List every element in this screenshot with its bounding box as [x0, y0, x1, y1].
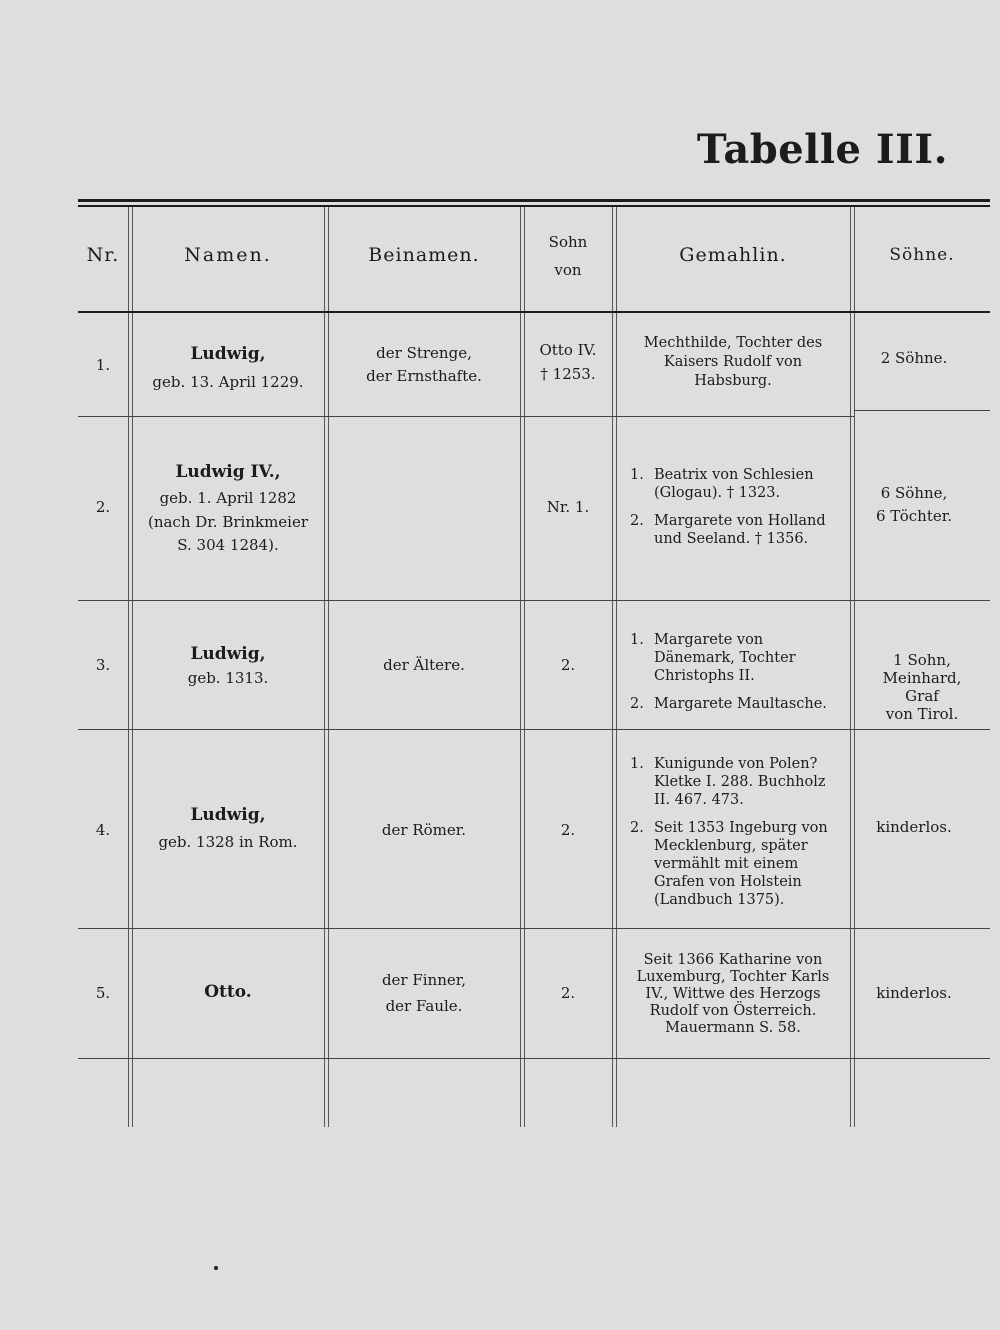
page-title: Tabelle III. — [696, 126, 948, 173]
row-name: Ludwig, — [190, 344, 266, 364]
list-item-text: Margarete von Holland und Seeland. † 1356. — [654, 513, 826, 547]
row-nr: 2. — [95, 498, 111, 516]
row-gemahlin: Kaisers Rudolf von — [663, 354, 803, 370]
column-divider — [850, 207, 851, 1127]
row-name-sub: (nach Dr. Brinkmeier — [147, 513, 309, 531]
row-nr: 3. — [95, 656, 111, 674]
row-divider — [78, 1058, 990, 1059]
list-item-number: 2. — [630, 513, 644, 529]
list-item — [630, 631, 842, 685]
row-soehne: kinderlos. — [876, 984, 952, 1002]
header-nr: Nr. — [86, 244, 120, 266]
row-name: Ludwig IV., — [175, 462, 281, 482]
list-item — [630, 819, 842, 909]
list-item-number: 2. — [630, 696, 644, 712]
row-beinamen: der Finner, — [381, 971, 467, 989]
row-gemahlin: IV., Wittwe des Herzogs — [645, 986, 821, 1002]
row-name-sub: geb. 1313. — [187, 669, 269, 687]
list-item-number: 1. — [630, 632, 644, 648]
row-divider — [78, 600, 990, 601]
row-beinamen: der Römer. — [381, 821, 467, 839]
row-name-sub: geb. 1. April 1282 — [159, 489, 297, 507]
list-item — [630, 755, 842, 809]
row-sohn-von: † 1253. — [540, 365, 596, 383]
row-gemahlin-list — [630, 755, 842, 919]
row-soehne: 1 Sohn, — [893, 651, 951, 669]
list-item-text: Beatrix von Schlesien (Glogau). † 1323. — [654, 467, 814, 501]
row-soehne: von Tirol. — [885, 705, 959, 723]
header-sohn-von-1: Sohn — [548, 233, 588, 251]
list-item-text: Kunigunde von Polen? Kletke I. 288. Buchholz II. 467. 473. — [654, 756, 826, 808]
row-name-sub: S. 304 1284). — [177, 536, 279, 554]
row-name: Ludwig, — [190, 805, 266, 825]
list-item — [630, 466, 840, 502]
row-beinamen: der Faule. — [385, 997, 463, 1015]
row-gemahlin: Seit 1366 Katharine von — [643, 952, 823, 968]
list-item-text: Margarete von Dänemark, Tochter Christophs II. — [654, 632, 796, 684]
row-gemahlin: Mechthilde, Tochter des — [643, 335, 823, 351]
row-gemahlin-list — [630, 631, 842, 723]
row-sohn-von: 2. — [560, 821, 576, 839]
row-beinamen: der Ernsthafte. — [366, 367, 482, 385]
row-gemahlin: Mauermann S. 58. — [665, 1020, 801, 1036]
header-beinamen: Beinamen. — [368, 244, 480, 266]
row-name: Otto. — [204, 982, 252, 1002]
print-speck — [214, 1266, 218, 1270]
header-soehne: Söhne. — [889, 245, 955, 265]
header-sohn-von-2: von — [554, 261, 582, 279]
list-item-text: Margarete Maultasche. — [654, 696, 827, 712]
row-name-sub: geb. 1328 in Rom. — [158, 833, 298, 851]
row-sohn-von: 2. — [560, 656, 576, 674]
row-beinamen: der Ältere. — [383, 656, 465, 674]
row-divider — [78, 729, 990, 730]
row-gemahlin: Rudolf von Österreich. — [649, 1003, 817, 1019]
row-nr: 4. — [95, 821, 111, 839]
row-sohn-von: Nr. 1. — [546, 498, 590, 516]
row-name: Ludwig, — [190, 644, 266, 664]
list-item-number: 2. — [630, 820, 644, 836]
row-beinamen: der Strenge, — [376, 344, 472, 362]
column-divider — [612, 207, 613, 1127]
row-soehne: 6 Töchter. — [875, 507, 953, 525]
row-soehne: kinderlos. — [876, 818, 952, 836]
list-item-number: 1. — [630, 756, 644, 772]
list-item-number: 1. — [630, 467, 644, 483]
row-sohn-von: Otto IV. — [539, 341, 597, 359]
row-soehne: 2 Söhne. — [880, 349, 948, 367]
table-top-rule — [78, 199, 990, 202]
row-gemahlin-list — [630, 466, 840, 558]
list-item — [630, 512, 840, 548]
row-nr: 1. — [95, 356, 111, 374]
column-divider — [128, 207, 129, 1127]
list-item-text: Seit 1353 Ingeburg von Mecklenburg, später vermählt mit einem Grafen von Holstein (Landbuch 1375). — [654, 820, 828, 908]
header-bottom-rule — [78, 311, 990, 313]
column-divider — [520, 207, 521, 1127]
header-gemahlin: Gemahlin. — [679, 244, 787, 266]
row-divider — [78, 416, 854, 417]
row-gemahlin: Luxemburg, Tochter Karls — [636, 969, 830, 985]
row-name-sub: geb. 13. April 1229. — [152, 373, 304, 391]
row-soehne: Graf — [905, 687, 939, 705]
row-gemahlin: Habsburg. — [694, 373, 772, 389]
row-divider — [78, 928, 990, 929]
row-nr: 5. — [95, 984, 111, 1002]
list-item — [630, 695, 842, 713]
header-namen: Namen. — [184, 244, 272, 266]
column-divider — [324, 207, 325, 1127]
row-sohn-von: 2. — [560, 984, 576, 1002]
row-soehne: 6 Söhne, — [880, 484, 948, 502]
row-soehne: Meinhard, — [882, 669, 962, 687]
row-divider — [854, 410, 990, 411]
